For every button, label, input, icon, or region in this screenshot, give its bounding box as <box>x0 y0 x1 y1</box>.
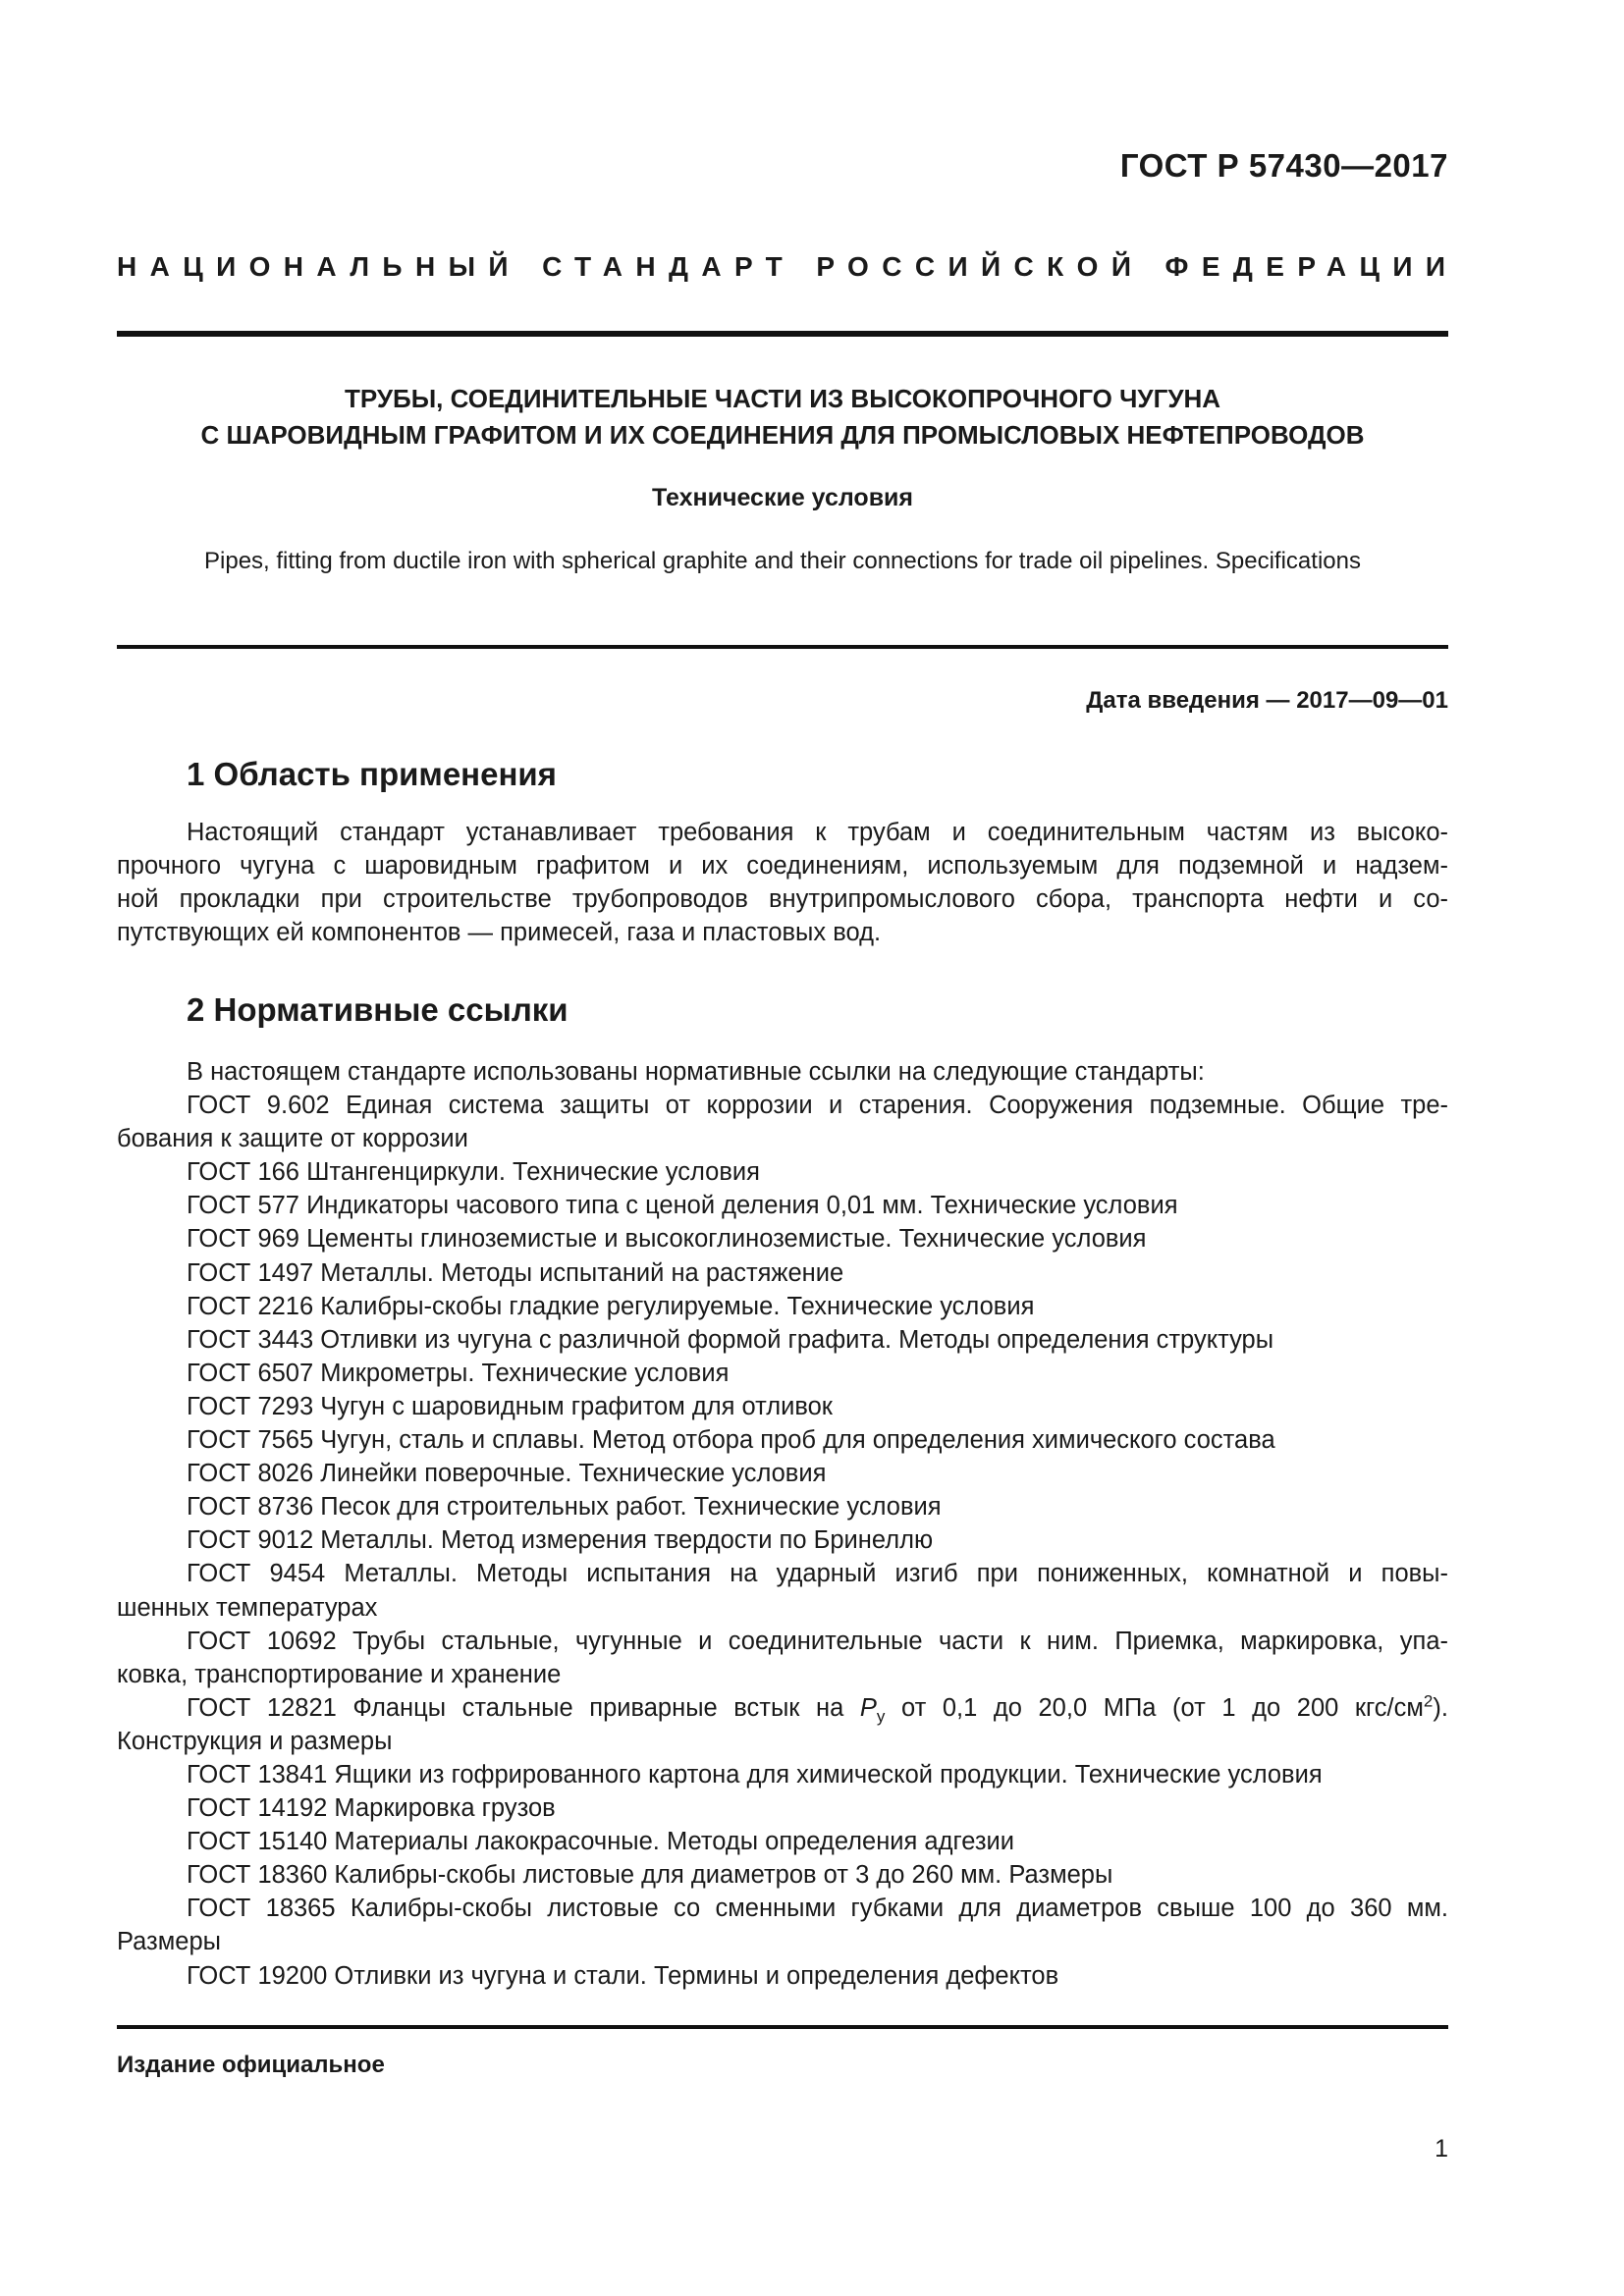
unit-superscript: 2 <box>1423 1691 1434 1711</box>
references-intro: В настоящем стандарте использованы нормативные ссылки на следующие стандарты: <box>187 1058 1205 1086</box>
reference-item: ГОСТ 13841 Ящики из гофрированного картона для химической продукции. Технические условия <box>187 1760 1323 1789</box>
reference-item: ГОСТ 1497 Металлы. Методы испытаний на растяжение <box>187 1258 844 1287</box>
reference-item-continuation: бования к защите от коррозии <box>117 1125 468 1153</box>
reference-item: ГОСТ 2216 Калибры-скобы гладкие регулируемые. Технические условия <box>187 1292 1035 1320</box>
title-divider <box>117 645 1448 649</box>
document-title-english: Pipes, fitting from ductile iron with spherical graphite and their connections for trade oil pipelines. Specifications <box>204 548 1361 574</box>
section-heading-scope: 1 Область применения <box>187 756 557 792</box>
reference-item: ГОСТ 19200 Отливки из чугуна и стали. Термины и определения дефектов <box>187 1961 1059 1990</box>
reference-item: ГОСТ 15140 Материалы лакокрасочные. Методы определения адгезии <box>187 1828 1015 1856</box>
reference-text: от 0,1 до 20,0 МПа (от 1 до 200 кгс/см <box>900 1693 1424 1722</box>
reference-item: ГОСТ 9.602 Единая система защиты от коррозии и старения. Сооружения подземные. Общие тре- <box>187 1092 1448 1120</box>
document-title-line: С ШАРОВИДНЫМ ГРАФИТОМ И ИХ СОЕДИНЕНИЯ ДЛЯ ПРОМЫСЛОВЫХ НЕФТЕПРОВОДОВ <box>200 420 1365 450</box>
official-edition-label: Издание официальное <box>117 2052 385 2078</box>
reference-item: ГОСТ 166 Штангенциркули. Технические условия <box>187 1158 760 1187</box>
introduction-date: Дата введения — 2017—09—01 <box>1086 687 1448 714</box>
reference-item: ГОСТ 7565 Чугун, сталь и сплавы. Метод отбора проб для определения химического состава <box>187 1426 1275 1455</box>
reference-text: ). <box>1433 1693 1448 1722</box>
reference-text: ГОСТ 12821 Фланцы стальные приварные встык на <box>187 1693 844 1722</box>
reference-item: ГОСТ 18360 Калибры-скобы листовые для диаметров от 3 до 260 мм. Размеры <box>187 1861 1113 1890</box>
paragraph-line: ной прокладки при строительстве трубопроводов внутрипромыслового сбора, транспорта нефти и со- <box>117 885 1448 914</box>
section-heading-references: 2 Нормативные ссылки <box>187 991 568 1028</box>
document-subtitle: Технические условия <box>651 484 914 511</box>
reference-item-continuation: ковка, транспортирование и хранение <box>117 1660 562 1688</box>
reference-item: ГОСТ 18365 Калибры-скобы листовые со сменными губками для диаметров свыше 100 до 360 мм. <box>187 1895 1448 1923</box>
paragraph-line: Настоящий стандарт устанавливает требования к трубам и соединительным частям из высоко- <box>187 819 1448 846</box>
reference-item: ГОСТ 9454 Металлы. Методы испытания на ударный изгиб при пониженных, комнатной и повы- <box>187 1560 1448 1588</box>
reference-item: ГОСТ 6507 Микрометры. Технические условия <box>187 1359 730 1387</box>
page-number: 1 <box>1435 2135 1448 2163</box>
gost-number: ГОСТ Р 57430—2017 <box>1119 147 1448 184</box>
document-title-line: ТРУБЫ, СОЕДИНИТЕЛЬНЫЕ ЧАСТИ ИЗ ВЫСОКОПРОЧНОГО ЧУГУНА <box>344 384 1221 413</box>
scope-paragraph <box>117 816 1448 949</box>
reference-item: ГОСТ 8736 Песок для строительных работ. Технические условия <box>187 1493 942 1522</box>
reference-item-continuation: шенных температурах <box>117 1593 378 1622</box>
references-list <box>117 1055 1448 1993</box>
reference-item: ГОСТ 3443 Отливки из чугуна с различной формой графита. Методы определения структуры <box>187 1325 1274 1354</box>
header-divider <box>117 331 1448 337</box>
reference-item: ГОСТ 969 Цементы глиноземистые и высокоглиноземистые. Технические условия <box>187 1225 1147 1254</box>
reference-item <box>117 1691 1448 1725</box>
reference-item: ГОСТ 8026 Линейки поверочные. Технические условия <box>187 1460 827 1488</box>
reference-item: ГОСТ 10692 Трубы стальные, чугунные и соединительные части к ним. Приемка, маркировка, упа- <box>187 1627 1448 1655</box>
footer-divider <box>117 2025 1448 2029</box>
reference-item-continuation: Конструкция и размеры <box>117 1727 393 1755</box>
paragraph-line: прочного чугуна с шаровидным графитом и их соединениям, используемым для подземной и надзем- <box>117 852 1448 881</box>
reference-item: ГОСТ 14192 Маркировка грузов <box>187 1794 556 1823</box>
pressure-symbol: P <box>859 1693 877 1722</box>
document-title <box>117 381 1448 454</box>
reference-item: ГОСТ 7293 Чугун с шаровидным графитом для отливок <box>187 1392 833 1420</box>
paragraph-line: путствующих ей компонентов — примесей, газа и пластовых вод. <box>117 919 882 947</box>
pressure-subscript: у <box>876 1706 886 1726</box>
reference-item: ГОСТ 9012 Металлы. Метод измерения твердости по Бринеллю <box>187 1526 934 1555</box>
national-standard-title: НАЦИОНАЛЬНЫЙ СТАНДАРТ РОССИЙСКОЙ ФЕДЕРАЦИИ <box>117 251 1459 282</box>
reference-item-continuation: Размеры <box>117 1928 221 1956</box>
reference-item: ГОСТ 577 Индикаторы часового типа с ценой деления 0,01 мм. Технические условия <box>187 1192 1178 1220</box>
